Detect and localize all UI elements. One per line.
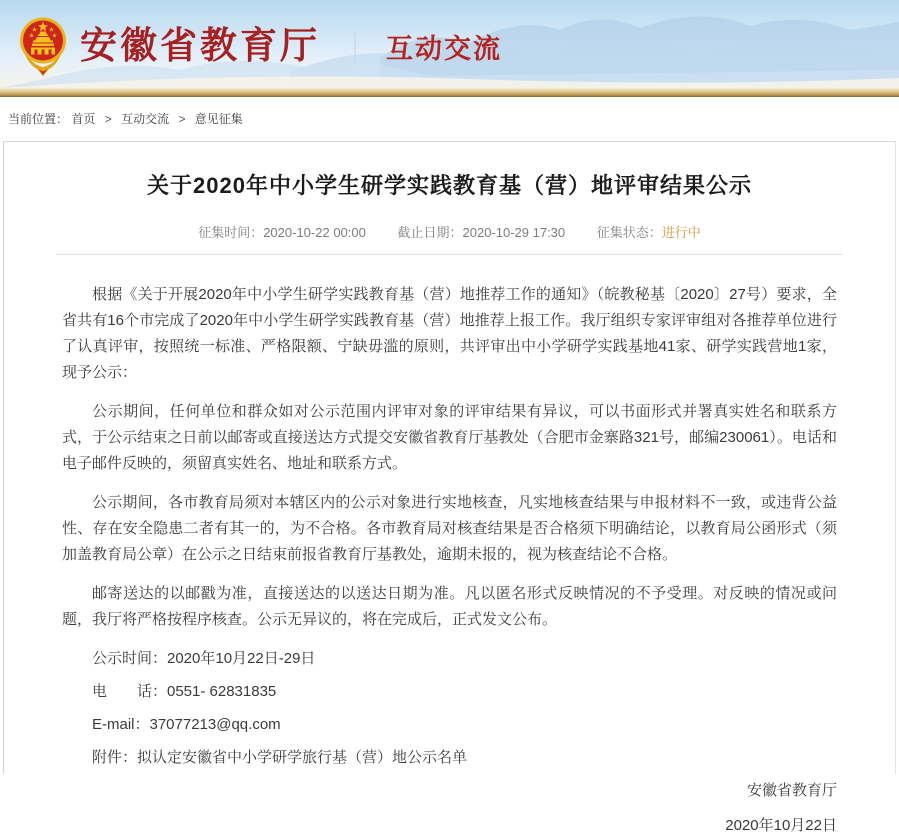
collect-time-label: 征集时间： bbox=[198, 225, 264, 240]
attachment-line bbox=[62, 745, 837, 771]
collection-meta-bar bbox=[4, 222, 895, 241]
site-banner bbox=[0, 0, 899, 88]
attachment-label: 附件： bbox=[92, 749, 138, 766]
deadline-label: 截止日期： bbox=[397, 225, 463, 240]
signature-block bbox=[62, 778, 837, 839]
banner-divider: ｜ bbox=[340, 33, 370, 66]
signature-organization: 安徽省教育厅 bbox=[746, 782, 837, 799]
status-badge: 进行中 bbox=[661, 225, 701, 240]
breadcrumb-interaction-link[interactable]: 互动交流 bbox=[121, 112, 170, 126]
breadcrumb-opinion-link[interactable]: 意见征集 bbox=[194, 112, 243, 126]
paragraph: 根据《关于开展2020年中小学生研学实践教育基（营）地推荐工作的通知》（皖教秘基〔2020〕27号）要求，全省共有16个市完成了2020年中小学生研学实践教育基（营）地推荐上报工作。我厅组织专家评审组对各推荐单位进行了认真评审，按照统一标准、严格限额、宁缺毋滥的原则，共评审出中小学研学实践基地41家、研学实践营地1家，现予公示： bbox=[62, 286, 837, 381]
attachment-link[interactable]: 拟认定安徽省中小学研学旅行基（营）地公示名单 bbox=[137, 749, 468, 766]
page-title: 关于2020年中小学生研学实践教育基（营）地评审结果公示 bbox=[147, 173, 752, 198]
breadcrumb-separator: > bbox=[104, 112, 112, 126]
breadcrumb-separator: > bbox=[178, 112, 186, 126]
article-body bbox=[4, 255, 895, 839]
article-card bbox=[3, 141, 896, 834]
section-title: 互动交流 bbox=[386, 33, 502, 64]
breadcrumb-home-link[interactable]: 首页 bbox=[71, 112, 96, 126]
paragraph: 公示期间，各市教育局须对本辖区内的公示对象进行实地核查，凡实地核查结果与申报材料不一致，或违背公益性、存在安全隐患二者有其一的，为不合格。各市教育局对核查结果是否合格须下明确结论，以教育局公函形式（须加盖教育局公章）在公示之日结束前报省教育厅基教处，逾期未报的，视为核查结论不合格。 bbox=[62, 494, 837, 563]
breadcrumb bbox=[0, 97, 899, 141]
deadline-value: 2020-10-29 17:30 bbox=[462, 225, 566, 240]
gold-separator-band bbox=[0, 88, 899, 97]
collect-time-value: 2020-10-22 00:00 bbox=[263, 225, 366, 240]
publicity-time-line: 公示时间：2020年10月22日-29日 bbox=[92, 650, 316, 667]
paragraph: 公示期间，任何单位和群众如对公示范围内评审对象的评审结果有异议，可以书面形式并署真实姓名和联系方式，于公示结束之日前以邮寄或直接送达方式提交安徽省教育厅基教处（合肥市金寨路321号，邮编230061）。电话和电子邮件反映的，须留真实姓名、地址和联系方式。 bbox=[62, 403, 837, 472]
national-emblem-logo[interactable] bbox=[18, 14, 68, 78]
paragraph: 邮寄送达的以邮戳为准，直接送达的以送达日期为准。凡以匿名形式反映情况的不予受理。对反映的情况或问题，我厅将严格按程序核查。公示无异议的，将在完成后，正式发文公布。 bbox=[62, 585, 837, 628]
signature-date: 2020年10月22日 bbox=[725, 817, 837, 834]
site-title[interactable]: 安徽省教育厅 bbox=[80, 25, 320, 66]
phone-line: 电 话：0551- 62831835 bbox=[92, 683, 277, 700]
email-line: E-mail：37077213@qq.com bbox=[92, 716, 281, 733]
status-label: 征集状态： bbox=[596, 225, 662, 240]
breadcrumb-label: 当前位置： bbox=[8, 112, 69, 126]
